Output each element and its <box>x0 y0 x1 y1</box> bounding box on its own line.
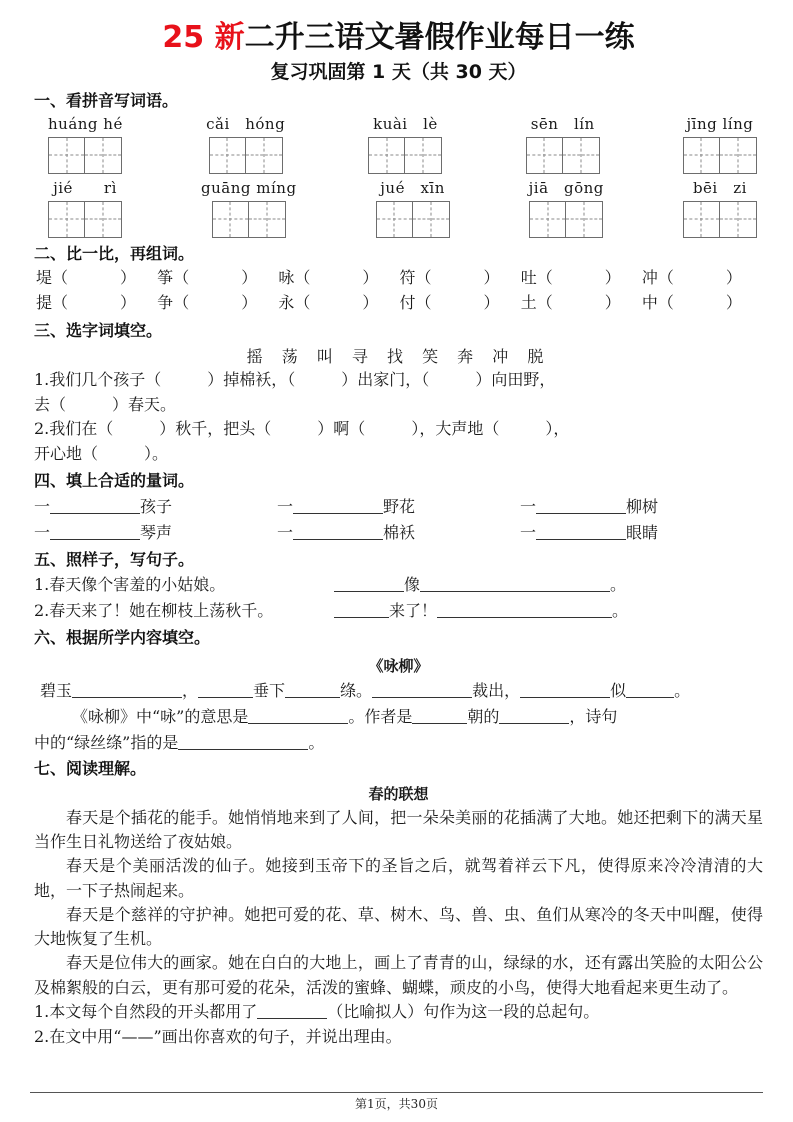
tianzige-grid[interactable] <box>376 201 450 238</box>
tianzige-cell[interactable] <box>48 137 85 174</box>
compare-char: 符 <box>399 268 416 288</box>
poem-question-line-1 <box>34 704 763 730</box>
answer-blank[interactable] <box>420 575 610 592</box>
tianzige-grid[interactable] <box>683 201 757 238</box>
example-sentence: 1.春天像个害羞的小姑娘。 <box>34 575 226 595</box>
compare-item[interactable]: 筝（ ） <box>157 268 258 288</box>
q-text: 2.我们在（ <box>34 419 114 439</box>
measure-word-item <box>520 520 763 546</box>
pinyin-row-1 <box>34 114 763 174</box>
tianzige-cell[interactable] <box>683 201 720 238</box>
pinyin-label: cǎi hóng <box>206 115 286 134</box>
tianzige-cell[interactable] <box>566 201 603 238</box>
page-footer <box>30 1092 763 1112</box>
compare-item[interactable]: 永（ ） <box>278 293 379 313</box>
compare-char: 筝 <box>157 268 174 288</box>
tianzige-cell[interactable] <box>413 201 450 238</box>
prefix: 一 <box>34 522 51 542</box>
answer-blank[interactable] <box>334 575 404 592</box>
prefix: 一 <box>520 496 537 516</box>
measure-word-item <box>277 494 520 520</box>
q-text: ）啊（ <box>317 419 366 439</box>
footer-divider <box>30 1092 763 1093</box>
answer-blank[interactable] <box>257 1002 327 1019</box>
pinyin-word-group <box>526 114 600 174</box>
tianzige-cell[interactable] <box>368 137 405 174</box>
compare-item[interactable]: 堤（ ） <box>36 268 137 288</box>
measure-word-item <box>34 520 277 546</box>
word-bank: 摇 荡 叫 寻 找 笑 奔 冲 脱 <box>246 346 551 366</box>
sentence-answer-area <box>334 598 763 624</box>
tianzige-cell[interactable] <box>85 201 122 238</box>
noun: 野花 <box>383 496 416 516</box>
passage-paragraph: 春天是个美丽活泼的仙子。她接到玉帝下的圣旨之后，就驾着祥云下凡，使得原来冷冷清清的大地，一下子热闹起来。 <box>34 856 763 900</box>
pinyin-word-group <box>368 114 442 174</box>
tianzige-cell[interactable] <box>212 201 249 238</box>
measure-word-item <box>34 494 277 520</box>
tianzige-cell[interactable] <box>683 137 720 174</box>
tianzige-grid[interactable] <box>683 137 757 174</box>
period: 。 <box>612 601 629 621</box>
q-text: ）出家门，（ <box>341 369 430 389</box>
q-text: 中的“绿丝绦”指的是 <box>34 732 179 752</box>
poem-text: 碧玉 <box>40 681 73 701</box>
q-text: 1.我们几个孩子（ <box>34 369 162 389</box>
noun: 眼睛 <box>626 522 659 542</box>
answer-blank[interactable] <box>178 733 308 750</box>
answer-blank[interactable] <box>536 497 626 514</box>
tianzige-grid[interactable] <box>529 201 603 238</box>
section-3-question-1 <box>34 368 763 418</box>
compare-item[interactable]: 吐（ ） <box>520 268 621 288</box>
pinyin-word-group <box>683 114 757 174</box>
answer-blank[interactable] <box>412 707 467 724</box>
tianzige-grid[interactable] <box>48 201 122 238</box>
compare-char: 争 <box>157 293 174 313</box>
q-text: ）。 <box>144 444 169 464</box>
answer-blank[interactable] <box>499 707 569 724</box>
compare-item[interactable]: 咏（ ） <box>278 268 379 288</box>
q-text: ，诗句 <box>569 706 618 726</box>
prefix: 一 <box>520 522 537 542</box>
q-text: 《咏柳》中“咏”的意思是 <box>72 706 249 726</box>
noun: 柳树 <box>626 496 659 516</box>
pinyin-word-group <box>201 178 297 238</box>
tianzige-cell[interactable] <box>85 137 122 174</box>
q-text: ）向田野， <box>475 369 556 389</box>
poem-text: ， <box>182 681 199 701</box>
pinyin-label: bēi zi <box>692 178 747 197</box>
measure-word-item <box>277 520 520 546</box>
compare-char: 吐 <box>520 268 537 288</box>
section-3-question-2 <box>34 417 763 467</box>
sentence-pattern-2 <box>34 598 763 624</box>
pinyin-word-group <box>376 178 450 238</box>
tianzige-cell[interactable] <box>526 137 563 174</box>
pinyin-word-group <box>48 178 122 238</box>
answer-blank[interactable] <box>50 497 140 514</box>
pinyin-word-group <box>206 114 285 174</box>
tianzige-cell[interactable] <box>48 201 85 238</box>
compare-item[interactable]: 争（ ） <box>157 293 258 313</box>
q-text: 去（ <box>34 394 67 414</box>
pinyin-label: kuài lè <box>373 115 438 134</box>
tianzige-cell[interactable] <box>376 201 413 238</box>
q-text: ），大声地（ <box>411 419 500 439</box>
tianzige-cell[interactable] <box>563 137 600 174</box>
noun: 棉袄 <box>383 522 416 542</box>
noun: 孩子 <box>140 496 173 516</box>
compare-char: 提 <box>36 293 53 313</box>
section-6-heading: 六、根据所学内容填空。 <box>34 628 211 648</box>
q-text: 。作者是 <box>348 706 413 726</box>
pinyin-label: sēn lín <box>530 115 595 134</box>
answer-blank[interactable] <box>293 497 383 514</box>
section-3-heading: 三、选字词填空。 <box>34 321 163 341</box>
tianzige-cell[interactable] <box>249 201 286 238</box>
pinyin-word-group <box>529 178 604 238</box>
q-text: 开心地（ <box>34 444 99 464</box>
compare-char: 中 <box>641 293 658 313</box>
q-text: 。 <box>308 732 325 752</box>
poem-text: 绦。 <box>340 681 373 701</box>
compare-item[interactable]: 付（ ） <box>399 293 500 313</box>
section-4-heading: 四、填上合适的量词。 <box>34 471 195 491</box>
section-2-heading: 二、比一比，再组词。 <box>34 243 195 263</box>
page-number: 第1页，共30页 <box>355 1097 438 1111</box>
answer-blank[interactable] <box>293 523 383 540</box>
q-text: ）春天。 <box>112 394 177 414</box>
q-text: ）秋千，把头（ <box>159 419 272 439</box>
prefix: 一 <box>277 496 294 516</box>
pinyin-row-2 <box>34 178 763 238</box>
compare-row-1 <box>34 266 763 291</box>
measure-word-row-2 <box>34 520 763 546</box>
compare-char: 永 <box>278 293 295 313</box>
q-text: 1.本文每个自然段的开头都用了 <box>34 1002 258 1022</box>
pinyin-label: jīng líng <box>686 115 754 134</box>
answer-blank[interactable] <box>437 601 612 618</box>
compare-item[interactable]: 土（ ） <box>520 293 621 313</box>
answer-blank[interactable] <box>536 523 626 540</box>
period: 。 <box>610 575 627 595</box>
poem-text: 。 <box>674 681 691 701</box>
reading-question-2: 2.在文中用“——”画出你喜欢的句子，并说出理由。 <box>34 1026 402 1046</box>
sentence-pattern-1 <box>34 572 763 598</box>
answer-blank[interactable] <box>50 523 140 540</box>
answer-blank[interactable] <box>372 681 472 698</box>
q-text: 朝的 <box>467 706 500 726</box>
pinyin-label: jié rì <box>53 178 117 197</box>
tianzige-cell[interactable] <box>209 137 246 174</box>
poem-title: 《咏柳》 <box>368 657 429 676</box>
pinyin-label: jué xīn <box>380 178 445 197</box>
pinyin-label: guāng míng <box>201 178 297 197</box>
tianzige-grid[interactable] <box>368 137 442 174</box>
measure-word-row-1 <box>34 494 763 520</box>
noun: 琴声 <box>140 522 173 542</box>
section-1-heading: 一、看拼音写词语。 <box>34 91 179 111</box>
answer-blank[interactable] <box>198 681 253 698</box>
compare-char: 咏 <box>278 268 295 288</box>
compare-char: 堤 <box>36 268 53 288</box>
q-text: （比喻拟人）句作为这一段的总起句。 <box>327 1002 600 1022</box>
pinyin-word-group <box>683 178 757 238</box>
section-5-heading: 五、照样子，写句子。 <box>34 549 195 569</box>
answer-blank[interactable] <box>334 601 389 618</box>
measure-word-item <box>520 494 763 520</box>
compare-char: 冲 <box>641 268 658 288</box>
tianzige-grid[interactable] <box>212 201 286 238</box>
compare-char: 土 <box>520 293 537 313</box>
example-sentence: 2.春天来了！她在柳枝上荡秋千。 <box>34 601 274 621</box>
passage-paragraph: 春天是个慈祥的守护神。她把可爱的花、草、树木、鸟、兽、虫、鱼们从寒冷的冬天中叫醒，使得大地恢复了生机。 <box>34 904 763 949</box>
q-text: ）， <box>545 419 570 439</box>
compare-row-2 <box>34 291 763 316</box>
tianzige-cell[interactable] <box>246 137 283 174</box>
answer-blank[interactable] <box>626 681 674 698</box>
passage-paragraph: 春天是个插花的能手。她悄悄地来到了人间，把一朵朵美丽的花插满了大地。她还把剩下的满天星当作生日礼物送给了夜姑娘。 <box>34 807 763 851</box>
compare-item[interactable]: 提（ ） <box>36 293 137 313</box>
answer-blank[interactable] <box>520 681 610 698</box>
tianzige-cell[interactable] <box>720 201 757 238</box>
pinyin-label: huáng hé <box>48 115 123 134</box>
pattern-word: 像 <box>404 575 421 595</box>
page-title <box>34 20 763 55</box>
section-7-heading: 七、阅读理解。 <box>34 758 147 778</box>
poem-text: 裁出， <box>472 681 521 701</box>
tianzige-cell[interactable] <box>720 137 757 174</box>
sentence-answer-area <box>334 572 763 598</box>
page-subtitle: 复习巩固第 1 天（共 30 天） <box>270 61 527 84</box>
tianzige-grid[interactable] <box>526 137 600 174</box>
title-highlight: 25 新 <box>162 20 245 55</box>
compare-item[interactable]: 符（ ） <box>399 268 500 288</box>
answer-blank[interactable] <box>285 681 340 698</box>
passage-paragraph: 春天是位伟大的画家。她在白白的大地上，画上了青青的山，绿绿的水，还有露出笑脸的太阳公公及棉絮般的白云，更有那可爱的花朵，活泼的蜜蜂、蝴蝶，顽皮的小鸟，使得大地看起来更生动了。 <box>34 953 763 997</box>
prefix: 一 <box>34 496 51 516</box>
tianzige-cell[interactable] <box>405 137 442 174</box>
title-rest: 二升三语文暑假作业每日一练 <box>244 20 635 55</box>
prefix: 一 <box>277 522 294 542</box>
compare-char: 付 <box>399 293 416 313</box>
reading-question-1 <box>34 1000 763 1025</box>
tianzige-grid[interactable] <box>48 137 122 174</box>
poem-fill-line <box>34 678 763 704</box>
pattern-word: 来了！ <box>389 601 438 621</box>
poem-text: 垂下 <box>253 681 286 701</box>
q-text: ）掉棉袄，（ <box>207 369 296 389</box>
compare-item[interactable]: 冲（ ） <box>641 268 742 288</box>
tianzige-cell[interactable] <box>529 201 566 238</box>
poem-question-line-2 <box>34 730 763 756</box>
pinyin-word-group <box>48 114 123 174</box>
tianzige-grid[interactable] <box>209 137 283 174</box>
passage-title: 春的联想 <box>368 784 429 803</box>
compare-item[interactable]: 中（ ） <box>641 293 742 313</box>
pinyin-label: jiā gōng <box>528 178 604 197</box>
poem-text: 似 <box>610 681 627 701</box>
answer-blank[interactable] <box>248 707 348 724</box>
answer-blank[interactable] <box>72 681 182 698</box>
